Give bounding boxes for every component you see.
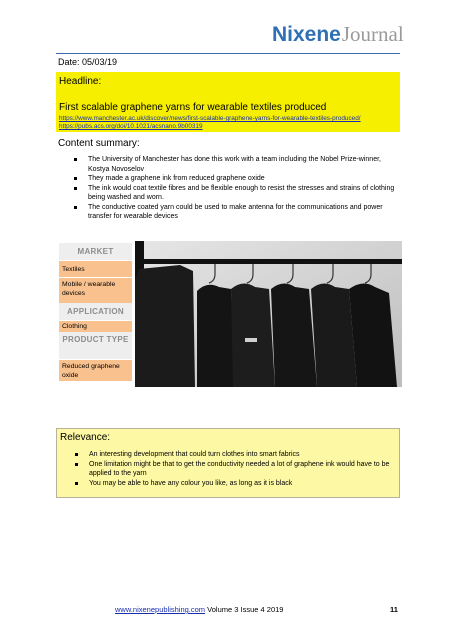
summary-label: Content summary: — [58, 138, 140, 149]
headline-label: Headline: — [59, 76, 102, 87]
clothing-rack-photo — [135, 241, 402, 387]
relevance-box — [56, 428, 400, 498]
page-footer — [115, 605, 283, 614]
journal-logo — [272, 22, 404, 47]
market-item: Mobile / wearable devices — [59, 277, 132, 303]
website-link[interactable]: www.nixenepublishing.com — [115, 605, 206, 614]
summary-list — [66, 155, 396, 222]
clothing-rack-image — [135, 241, 402, 387]
list-item: An interesting development that could turn clothes into smart fabrics — [67, 450, 397, 460]
list-item: One limitation might be that to get the conductivity needed a lot of graphene ink would have to be applied to the yarn — [67, 460, 397, 479]
date-text: Date: 05/03/19 — [58, 57, 118, 67]
issue-info: Volume 3 Issue 4 2019 — [207, 605, 284, 614]
list-item: The University of Manchester has done this work with a team including the Nobel Prize-winner, Kostya Novoselov — [66, 155, 396, 174]
relevance-list — [67, 450, 397, 488]
product-type-header: PRODUCT TYPE — [59, 332, 132, 359]
list-item: You may be able to have any colour you like, as long as it is black — [67, 479, 397, 489]
product-type-item: Reduced graphene oxide — [59, 359, 132, 381]
list-item: They made a graphene ink from reduced graphene oxide — [66, 174, 396, 184]
headline-title: First scalable graphene yarns for wearable textiles produced — [59, 102, 327, 113]
logo-journal: Journal — [341, 22, 404, 46]
application-header: APPLICATION — [59, 303, 132, 320]
source-link-manchester[interactable]: https://www.manchester.ac.uk/discover/news/first-scalable-graphene-yarns-for-wearable-textiles-produced/ — [59, 115, 361, 122]
page-number: 11 — [390, 605, 398, 614]
list-item: The conductive coated yarn could be used to make antenna for the communications and power transfer for wearable devices — [66, 203, 396, 222]
market-header: MARKET — [59, 243, 132, 260]
application-item: Clothing — [59, 320, 132, 332]
logo-brand: Nixene — [272, 23, 341, 46]
date-bar — [56, 53, 400, 70]
list-item: The ink would coat textile fibres and be flexible enough to resist the stresses and strains of clothing being washed and worn. — [66, 184, 396, 203]
market-item: Textiles — [59, 260, 132, 277]
headline-box — [56, 72, 400, 132]
relevance-label: Relevance: — [60, 432, 111, 443]
source-link-acs[interactable]: https://pubs.acs.org/doi/10.1021/acsnano.9b00319 — [59, 123, 203, 130]
classification-sidebar — [59, 243, 132, 381]
